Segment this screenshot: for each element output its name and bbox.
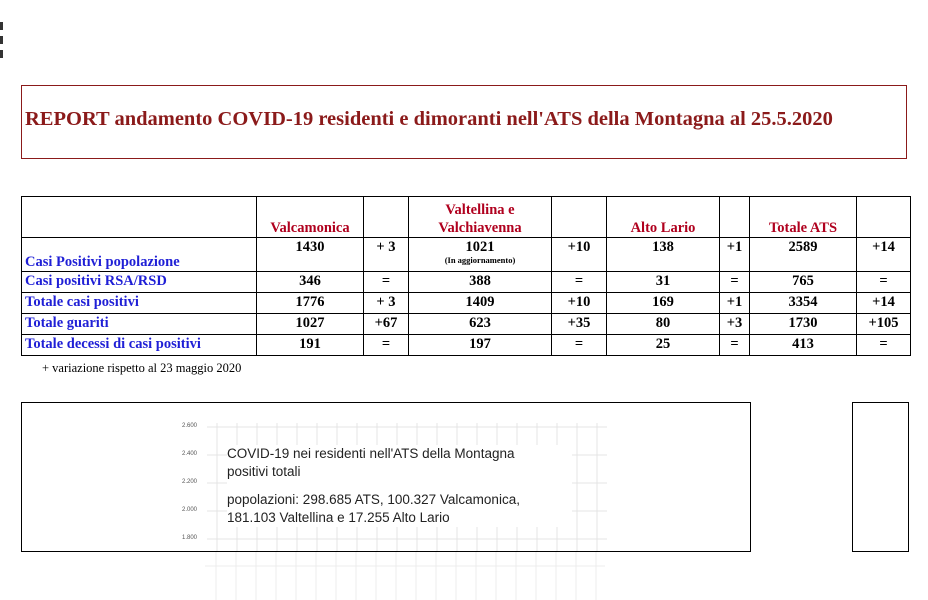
cell-delta: =: [857, 272, 911, 293]
title-box: [21, 85, 907, 159]
cell-delta: +3: [720, 314, 750, 335]
cell-value: 1776: [257, 293, 364, 314]
chart-subtitle: positivi totali: [227, 464, 301, 479]
header-valtellina: [409, 197, 552, 238]
cell-delta: +105: [857, 314, 911, 335]
y-tick-label: 2.200: [181, 479, 197, 485]
footnote: + variazione rispetto al 23 maggio 2020: [42, 361, 242, 375]
cell-value: 31: [607, 272, 720, 293]
row-label: Totale decessi di casi positivi: [22, 335, 257, 356]
row-label: Casi positivi RSA/RSD: [22, 272, 257, 293]
cell-value: 138: [607, 238, 720, 272]
table-row: [22, 238, 911, 272]
cell-delta: +1: [720, 238, 750, 272]
cell-delta: =: [720, 272, 750, 293]
cell-delta: +14: [857, 238, 911, 272]
cell-value: 765: [750, 272, 857, 293]
y-tick-label: 2.400: [181, 451, 197, 457]
cell-delta: +35: [552, 314, 607, 335]
row-label: Casi Positivi popolazione: [22, 238, 257, 272]
cell-value-main: 1021: [465, 239, 495, 255]
header-valtellina-l2: Valchiavenna: [438, 220, 522, 236]
cell-delta: + 3: [364, 293, 409, 314]
report-table: [21, 196, 911, 356]
cell-delta: +67: [364, 314, 409, 335]
cell-delta: =: [720, 335, 750, 356]
cell-value: 1730: [750, 314, 857, 335]
cell-delta: =: [552, 272, 607, 293]
cell-value: 1027: [257, 314, 364, 335]
table-row: [22, 335, 911, 356]
cell-delta: +10: [552, 293, 607, 314]
cell-value: 191: [257, 335, 364, 356]
row-label: Totale guariti: [22, 314, 257, 335]
cell-delta: +10: [552, 238, 607, 272]
table-row: [22, 314, 911, 335]
chart-population-line2: 181.103 Valtellina e 17.255 Alto Lario: [227, 510, 450, 525]
cell-delta: =: [364, 335, 409, 356]
cell-value: 197: [409, 335, 552, 356]
cell-value: 3354: [750, 293, 857, 314]
chart-title: COVID-19 nei residenti nell'ATS della Montagna: [227, 446, 515, 461]
cell-value: 1409: [409, 293, 552, 314]
header-empty: [22, 197, 257, 238]
cell-delta: =: [552, 335, 607, 356]
cell-value: 25: [607, 335, 720, 356]
header-totale-ats: Totale ATS: [750, 197, 857, 238]
cell-value: [409, 238, 552, 272]
row-label: Totale casi positivi: [22, 293, 257, 314]
chart-box: [21, 402, 751, 552]
cell-value: 388: [409, 272, 552, 293]
chart-population-line1: popolazioni: 298.685 ATS, 100.327 Valcamonica,: [227, 492, 520, 507]
chart-caption: [227, 445, 572, 527]
cell-delta: +14: [857, 293, 911, 314]
cell-delta: =: [857, 335, 911, 356]
cell-delta: +1: [720, 293, 750, 314]
table-row: [22, 293, 911, 314]
cell-value: 623: [409, 314, 552, 335]
header-valcamonica: Valcamonica: [257, 197, 364, 238]
cell-note: (In aggiornamento): [444, 255, 516, 265]
cell-value: 413: [750, 335, 857, 356]
cell-value: 2589: [750, 238, 857, 272]
header-valtellina-l1: Valtellina e: [445, 202, 515, 218]
y-tick-label: 2.000: [181, 507, 197, 513]
report-title: REPORT andamento COVID-19 residenti e dimoranti nell'ATS della Montagna al 25.5.2020: [25, 108, 833, 130]
cell-value: 346: [257, 272, 364, 293]
cell-value: 169: [607, 293, 720, 314]
cell-value: 1430: [257, 238, 364, 272]
cell-value: 80: [607, 314, 720, 335]
header-alto-lario: Alto Lario: [607, 197, 720, 238]
y-tick-label: 2.600: [181, 423, 197, 429]
cell-delta: =: [364, 272, 409, 293]
left-edge-marks: [0, 22, 4, 64]
y-tick-label: 1.800: [181, 535, 197, 541]
table-row: [22, 272, 911, 293]
chart-grid-overflow: [0, 552, 928, 600]
cell-delta: + 3: [364, 238, 409, 272]
side-panel-box: [852, 402, 909, 552]
table-header-row: [22, 197, 911, 238]
